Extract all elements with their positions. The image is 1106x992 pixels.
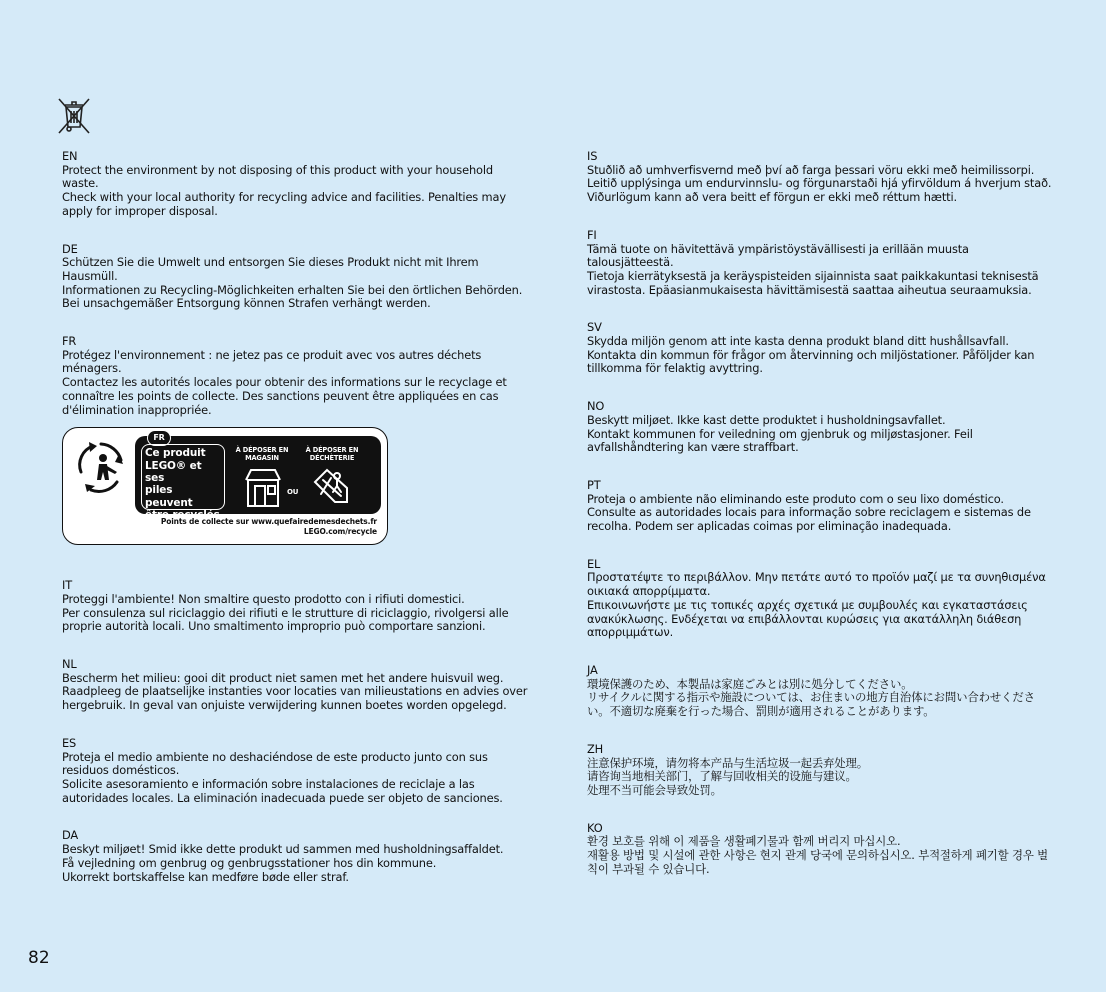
section-fi bbox=[587, 229, 1057, 298]
disposal-text: Beskyt miljøet! Smid ikke dette produkt ud sammen med husholdningsaffaldet. Få vejledning om genbrug og genbrugsstationer hos din kommune. Ukorrekt bortskaffelse kan medføre bøde eller straf. bbox=[62, 842, 504, 884]
label-decheterie: À DÉPOSER EN DÉCHÈTERIE bbox=[305, 446, 359, 463]
disposal-text: Proteja o ambiente não eliminando este produto com o seu lixo doméstico. Consulte as autoridades locais para informação sobre reciclagem e sistemas de recolha. Podem ser aplicadas coimas por eliminação inadequada. bbox=[587, 491, 1031, 534]
disposal-text: Beskytt miljøet. Ikke kast dette produktet i husholdningsavfallet. Kontakt kommunen for veiledning om gjenbruk og miljøstasjoner. Feil avfallshåndtering kan være straffbart. bbox=[587, 412, 973, 455]
language-code: EL bbox=[587, 556, 601, 571]
language-code: EN bbox=[62, 149, 78, 163]
section-pt bbox=[587, 479, 1057, 534]
section-ko bbox=[587, 822, 1057, 877]
french-recycling-badge bbox=[62, 427, 388, 545]
section-sv bbox=[587, 321, 1057, 376]
language-code: ZH bbox=[587, 741, 604, 756]
or-label: OU bbox=[287, 488, 299, 497]
collection-points bbox=[161, 517, 377, 537]
language-code: SV bbox=[587, 320, 602, 335]
language-code: KO bbox=[587, 820, 603, 835]
left-column bbox=[62, 150, 530, 908]
statement-line: Ce produit bbox=[145, 447, 206, 460]
statement-line: être recyclés bbox=[145, 509, 220, 522]
disposal-text: 注意保护环境，请勿将本产品与生活垃圾一起丢弃处理。 请咨询当地相关部门，了解与回收相关的设施与建议。 处理不当可能会导致处罚。 bbox=[587, 755, 869, 797]
statement-line: piles peuvent bbox=[145, 484, 193, 509]
recyclable-statement bbox=[141, 444, 225, 522]
section-no bbox=[587, 400, 1057, 455]
waste-center-icon bbox=[311, 466, 351, 506]
language-code: ES bbox=[62, 735, 77, 750]
disposal-text: Protect the environment by not disposing of this product with your household waste. Check with your local authority for recycling advice and facilities. Penalties may apply for improper disposal. bbox=[62, 162, 506, 218]
disposal-text: 環境保護のため、本製品は家庭ごみとは別に処分してください。 リサイクルに関する指示や施設については、お住まいの地方自治体にお問い合わせください。不適切な廃棄を行った場合、罰則が適用されることがあります。 bbox=[587, 676, 1035, 719]
disposal-text: Protégez l'environnement : ne jetez pas ce produit avec vos autres déchets ménagers. Contactez les autorités locales pour obtenir des informations sur le recyclage et connaître les points de collecte. Des sanctions peuvent être appliquées en cas d'élimination inappropriée. bbox=[62, 347, 507, 417]
section-de bbox=[62, 243, 530, 312]
section-da bbox=[62, 829, 530, 884]
section-zh bbox=[587, 743, 1057, 798]
language-code: NL bbox=[62, 657, 77, 672]
triman-icon bbox=[71, 436, 129, 498]
shop-icon bbox=[245, 466, 281, 508]
language-code: JA bbox=[587, 662, 598, 677]
disposal-text: Schützen Sie die Umwelt und entsorgen Sie dieses Produkt nicht mit Ihrem Hausmüll. Informationen zu Recycling-Möglichkeiten erhalten Sie bei den örtlichen Behörden. Bei unsachgemäßer Entsorgung können Strafen verhängt werden. bbox=[62, 255, 523, 311]
fr-badge: FR bbox=[147, 430, 171, 446]
section-it bbox=[62, 579, 530, 634]
language-code: NO bbox=[587, 399, 605, 414]
language-code: IS bbox=[587, 149, 598, 163]
language-code: IT bbox=[62, 578, 73, 593]
page-number: 82 bbox=[28, 948, 50, 968]
section-es bbox=[62, 737, 530, 806]
disposal-text: Bescherm het milieu: gooi dit product niet samen met het andere huisvuil weg. Raadpleeg de plaatselijke instanties voor locaties van milieustations en advies over hergebruik. In geval van onjuiste verwijdering kunnen boetes worden opgelegd. bbox=[62, 670, 528, 713]
recycle-url: LEGO.com/recycle bbox=[303, 527, 377, 537]
section-ja bbox=[587, 664, 1057, 719]
language-code: PT bbox=[587, 477, 601, 492]
section-nl bbox=[62, 658, 530, 713]
disposal-text: Προστατέψτε το περιβάλλον. Μην πετάτε αυτό το προϊόν μαζί με τα συνηθισμένα οικιακά απορρίμματα. Επικοινωνήστε με τις τοπικές αρχές σχετικά με συμβουλές και εγκαταστάσεις ανακύκλωσης. Ενδέχεται να επιβάλλονται κυρώσεις για ακατάλληλη διάθεση απορριμμάτων. bbox=[587, 570, 1046, 640]
section-fr bbox=[62, 335, 530, 417]
language-code: FI bbox=[587, 227, 597, 242]
disposal-text: Stuðlið að umhverfisvernd með því að farga þessari vöru ekki með heimilissorpi. Leitið upplýsinga um endurvinnslu- og förgunarstaði hjá yfirvöldum á hverjum stað. Viðurlögum kann að vera beitt ef förgun er ekki með réttum hætti. bbox=[587, 162, 1052, 205]
section-is bbox=[587, 150, 1057, 205]
section-el bbox=[587, 558, 1057, 640]
disposal-text: Tämä tuote on hävitettävä ympäristöystävällisesti ja erillään muusta talousjätteestä. Tietoja kierrätyksestä ja keräyspisteiden sijainnista saat paikkakuntasi teknisestä virastosta. Epäasianmukaisesta hävittämisestä saattaa aiheutua seuraamuksia. bbox=[587, 241, 1039, 297]
label-magasin: À DÉPOSER EN MAGASIN bbox=[235, 446, 289, 463]
disposal-text: Skydda miljön genom att inte kasta denna produkt bland ditt hushållsavfall. Kontakta din kommun för frågor om återvinning och miljöstationer. Påföljder kan tillkomma för felaktig avyttring. bbox=[587, 334, 1035, 376]
disposal-text: Proteja el medio ambiente no deshaciéndose de este producto junto con sus residuos domésticos. Solicite asesoramiento e información sobre instalaciones de reciclaje a las autoridades locales. La eliminación inadecuada puede ser objeto de sanciones. bbox=[62, 749, 503, 805]
collection-url: Points de collecte sur www.quefairedemesdechets.fr bbox=[160, 517, 377, 527]
section-en bbox=[62, 150, 530, 219]
disposal-text: Proteggi l'ambiente! Non smaltire questo prodotto con i rifiuti domestici. Per consulenza sul riciclaggio dei rifiuti e le strutture di riciclaggio, rivolgersi alle proprie autorità locali. Uno smaltimento improprio può comportare sanzioni. bbox=[62, 591, 509, 634]
language-code: DA bbox=[62, 828, 79, 843]
statement-line: LEGO® et ses bbox=[145, 459, 202, 485]
language-code: DE bbox=[62, 241, 78, 256]
right-column bbox=[587, 150, 1057, 900]
language-code: FR bbox=[62, 334, 77, 349]
disposal-text: 환경 보호를 위해 이 제품을 생활폐기물과 함께 버리지 마십시오. 재활용 방법 및 시설에 관한 사항은 현지 관계 당국에 문의하십시오. 부적절하게 폐기할 경우 벌칙이 부과될 수 있습니다. bbox=[587, 834, 1049, 876]
crossed-wheelie-bin-icon bbox=[56, 97, 92, 135]
